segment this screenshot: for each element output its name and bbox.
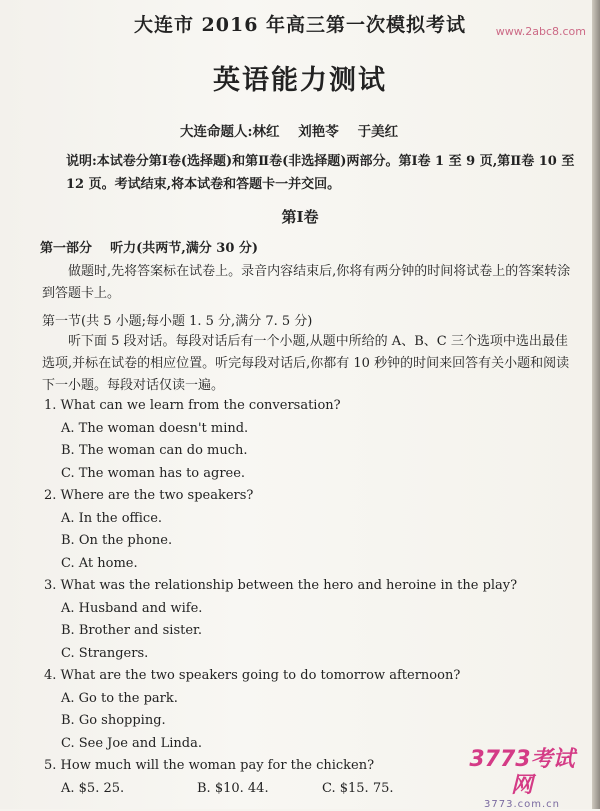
- section-title: 第Ⅰ卷: [281, 208, 319, 226]
- question-stem: 4. What are the two speakers going to do tomorrow afternoon?: [44, 668, 461, 683]
- question: [44, 485, 584, 575]
- option: C. At home.: [61, 555, 138, 571]
- part-title: 第一部分 听力(共两节,满分 30 分): [40, 241, 259, 256]
- question-list: [44, 395, 584, 800]
- watermark-logo: [462, 747, 582, 810]
- option: C. $15. 75.: [322, 780, 394, 796]
- watermark-top: www.2abc8.com: [495, 25, 586, 38]
- question: [44, 665, 584, 755]
- option: C. Strangers.: [61, 645, 149, 661]
- watermark-logo-url: 3773.com.cn: [484, 799, 560, 810]
- exam-title: 大连市 2016 年高三第一次模拟考试: [133, 14, 467, 36]
- subject-title: 英语能力测试: [213, 65, 387, 96]
- option: B. The woman can do much.: [61, 443, 248, 458]
- option: A. The woman doesn't mind.: [61, 420, 249, 436]
- question-stem: 1. What can we learn from the conversation?: [44, 398, 341, 413]
- question: [44, 575, 584, 665]
- option: B. Go shopping.: [61, 713, 166, 728]
- question-stem: 5. How much will the woman pay for the chicken?: [44, 758, 375, 773]
- option: A. In the office.: [61, 510, 163, 526]
- question: [44, 395, 584, 485]
- option: B. $10. 44.: [197, 780, 269, 796]
- instruction-1: 做题时,先将答案标在试卷上。录音内容结束后,你将有两分钟的时间将试卷上的答案转涂到答题卡上。: [42, 264, 571, 301]
- watermark-logo-text: 3773考试网: [469, 747, 575, 798]
- option: A. Husband and wife.: [61, 600, 203, 616]
- option: C. See Joe and Linda.: [61, 735, 202, 751]
- subsection-title: 第一节(共 5 小题;每小题 1. 5 分,满分 7. 5 分): [42, 314, 313, 329]
- authors-line: 大连命题人:林红 刘艳苓 于美红: [180, 124, 399, 140]
- option: A. Go to the park.: [61, 690, 178, 706]
- option: B. On the phone.: [61, 533, 173, 548]
- question-stem: 2. Where are the two speakers?: [44, 488, 254, 503]
- option: C. The woman has to agree.: [61, 465, 246, 481]
- option: A. $5. 25.: [61, 780, 125, 796]
- question-stem: 3. What was the relationship between the hero and heroine in the play?: [44, 578, 518, 593]
- exam-note: 说明:本试卷分第Ⅰ卷(选择题)和第Ⅱ卷(非选择题)两部分。第Ⅰ卷 1 至 9 页,第Ⅱ卷 10 至 12 页。考试结束,将本试卷和答题卡一并交回。: [66, 154, 575, 192]
- instruction-2: 听下面 5 段对话。每段对话后有一个小题,从题中所给的 A、B、C 三个选项中选出最佳选项,并标在试卷的相应位置。听完每段对话后,你都有 10 秒钟的时间来回答有关小题和阅读下一小题。每段对话仅读一遍。: [42, 334, 570, 393]
- scan-edge: [592, 0, 600, 809]
- option: B. Brother and sister.: [61, 623, 202, 638]
